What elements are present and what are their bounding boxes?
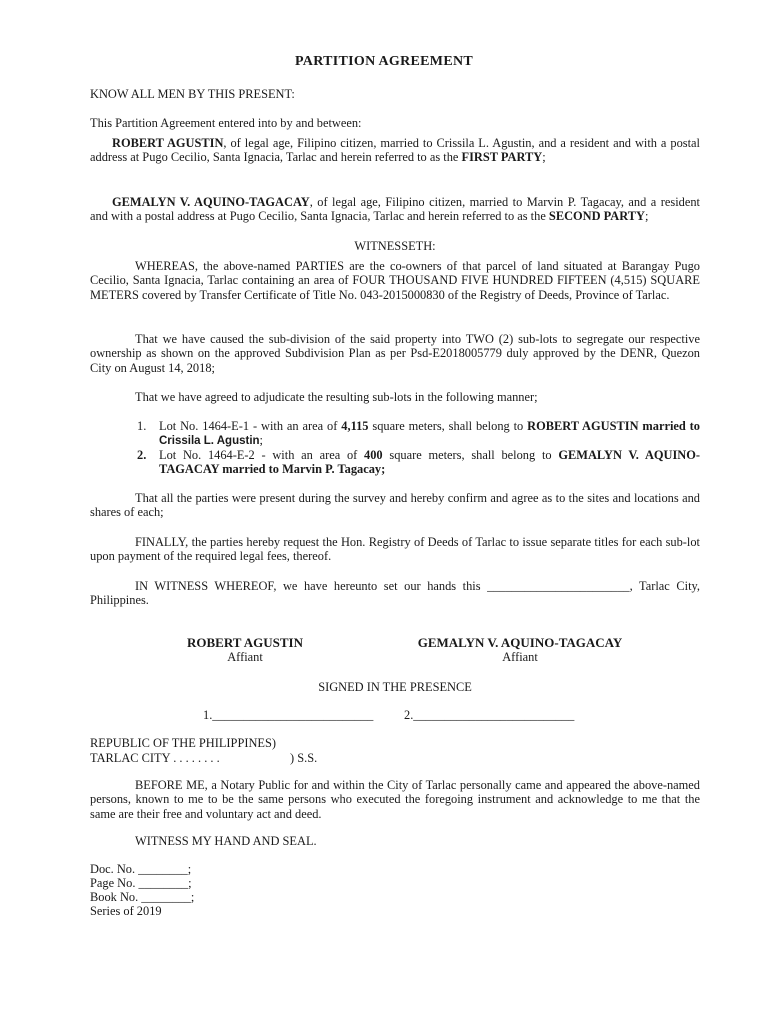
in-witness-paragraph: IN WITNESS WHEREOF, we have hereunto set our hands this _______________________, Tarlac City, Philippines.: [90, 579, 700, 608]
venue-ss: ) S.S.: [290, 751, 318, 765]
subdivision-paragraph: That we have caused the sub-division of the said property into TWO (2) sub-lots to segregate our respective ownership as shown on the approved Subdivision Plan as per Psd-E2018005779 duly approved by the DENR, Quezon City on August 14, 2018;: [90, 332, 700, 375]
signatory-role: Affiant: [227, 650, 263, 665]
signatory-name: GEMALYN V. AQUINO-TAGACAY: [417, 635, 623, 650]
whereas-paragraph: WHEREAS, the above-named PARTIES are the co-owners of that parcel of land situated at Barangay Pugo Cecilio, Santa Ignacia, Tarlac containing an area of FOUR THOUSAND FIVE HUNDRED FIFTEEN (4,515) SQUARE METERS covered by Transfer Certificate of Title No. 043-2015000830 of the Registry of Deeds, Province of Tarlac.: [90, 259, 700, 302]
survey-paragraph: That all the parties were present during the survey and hereby confirm and agree as to the sites and locations and shares of each;: [90, 491, 700, 520]
witness-signature-line: 2.__________________________: [404, 708, 575, 722]
first-party-text: , of legal age, Filipino citizen, married to Crissila L. Agustin, and a resident and with a postal address at Pugo Cecilio, Santa Ignacia, Tarlac and herein referred to as the: [90, 136, 701, 165]
finally-paragraph: FINALLY, the parties hereby request the Hon. Registry of Deeds of Tarlac to issue separate titles for each sub-lot upon payment of the required legal fees, thereof.: [90, 535, 700, 564]
lot-owner: GEMALYN V. AQUINO-TAGACAY married to Marvin P. Tagacay;: [159, 448, 701, 477]
intro-text: This Partition Agreement entered into by and between:: [90, 116, 362, 130]
signed-presence-heading: SIGNED IN THE PRESENCE: [318, 680, 472, 694]
series-entry: Series of 2019: [90, 904, 162, 918]
lot-number: 1.: [137, 419, 147, 433]
first-party-name: ROBERT AGUSTIN: [112, 136, 224, 150]
lot-mid: square meters, shall belong to: [382, 448, 559, 462]
signatory-name: ROBERT AGUSTIN: [187, 635, 303, 650]
second-party-end: ;: [644, 209, 649, 224]
know-all-heading: KNOW ALL MEN BY THIS PRESENT:: [90, 87, 295, 101]
witness-hand-seal: WITNESS MY HAND AND SEAL.: [135, 834, 317, 848]
second-party-paragraph: [90, 195, 700, 224]
venue-city: TARLAC CITY . . . . . . . .: [90, 751, 220, 765]
lot-end: ;: [259, 433, 263, 448]
signatory-block: [395, 636, 645, 665]
notary-paragraph: BEFORE ME, a Notary Public for and within the City of Tarlac personally came and appeared the above-named persons, known to me to be the same persons who executed the foregoing instrument and acknowledge to me that the same are their free and voluntary act and deed.: [90, 778, 700, 821]
venue-republic: REPUBLIC OF THE PHILIPPINES): [90, 736, 276, 750]
signatory-block: [150, 636, 340, 665]
witness-signature-line: 1.__________________________: [203, 708, 374, 722]
second-party-text: , of legal age, Filipino citizen, married to Marvin P. Tagacay, and a resident and with a postal address at Pugo Cecilio, Santa Ignacia, Tarlac and herein referred to as the: [90, 195, 700, 224]
lot-pre: Lot No. 1464-E-2 - with an area of: [159, 448, 365, 462]
doc-number-entry: Doc. No. ________;: [90, 862, 192, 876]
signatory-role: Affiant: [502, 650, 538, 665]
book-number-entry: Book No. ________;: [90, 890, 195, 904]
lot-area: 400: [364, 448, 383, 462]
second-party-designation: SECOND PARTY: [548, 209, 645, 224]
witnesseth-heading: WITNESSETH:: [354, 239, 436, 253]
lot-area: 4,115: [341, 419, 369, 433]
page-number-entry: Page No. ________;: [90, 876, 192, 890]
adjudicate-paragraph: That we have agreed to adjudicate the resulting sub-lots in the following manner;: [135, 390, 538, 404]
lot-owner: ROBERT AGUSTIN married to: [527, 419, 701, 433]
first-party-paragraph: [90, 136, 700, 165]
lot-spouse: Crissila L. Agustin: [159, 435, 260, 448]
second-party-name: GEMALYN V. AQUINO-TAGACAY: [112, 195, 310, 209]
lot-mid: square meters, shall belong to: [368, 419, 528, 433]
lot-text: [159, 419, 700, 449]
lot-pre: Lot No. 1464-E-1 - with an area of: [159, 419, 342, 433]
document-title: PARTITION AGREEMENT: [294, 54, 474, 69]
lot-text: [159, 448, 700, 477]
first-party-end: ;: [542, 150, 546, 165]
first-party-designation: FIRST PARTY: [461, 150, 543, 165]
lot-number: 2.: [137, 448, 147, 462]
